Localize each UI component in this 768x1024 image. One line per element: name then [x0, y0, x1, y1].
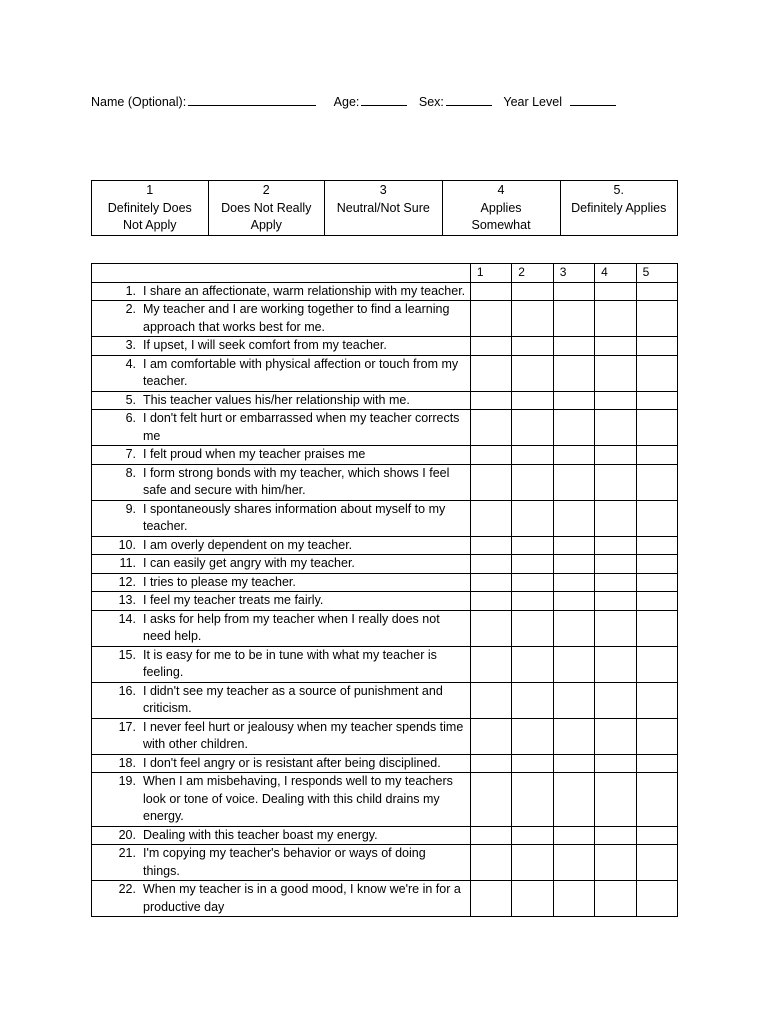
item-text: I didn't see my teacher as a source of punishment and criticism.	[143, 683, 443, 715]
item-cell	[92, 646, 471, 682]
table-row	[92, 646, 678, 682]
item-cell	[92, 282, 471, 301]
table-row	[92, 754, 678, 773]
scale-number: 4	[497, 183, 505, 197]
name-field[interactable]	[188, 94, 316, 106]
item-number: 6.	[125, 411, 136, 425]
rating-cell-5[interactable]	[636, 446, 677, 465]
rating-cell-4[interactable]	[595, 845, 636, 881]
rating-cell-2[interactable]	[512, 573, 553, 592]
rating-cell-5[interactable]	[636, 592, 677, 611]
rating-cell-1[interactable]	[470, 881, 511, 917]
table-row	[92, 500, 678, 536]
item-number: 11.	[119, 556, 136, 570]
table-row	[92, 355, 678, 391]
year-level-label: Year Level	[503, 95, 562, 109]
table-row	[92, 773, 678, 827]
table-row	[92, 536, 678, 555]
rating-cell-5[interactable]	[636, 410, 677, 446]
rating-cell-2[interactable]	[512, 826, 553, 845]
rating-cell-4[interactable]	[595, 301, 636, 337]
rating-cell-3[interactable]	[553, 446, 594, 465]
rating-cell-4[interactable]	[595, 355, 636, 391]
item-cell	[92, 446, 471, 465]
rating-cell-5[interactable]	[636, 282, 677, 301]
item-number: 5.	[125, 392, 136, 407]
item-cell	[92, 464, 471, 500]
item-number: 13.	[118, 593, 136, 607]
rating-cell-2[interactable]	[512, 410, 553, 446]
table-row	[92, 555, 678, 574]
rating-cell-5[interactable]	[636, 773, 677, 827]
item-cell	[92, 773, 471, 827]
item-text: I'm copying my teacher's behavior or ways of doing things.	[143, 846, 426, 878]
rating-cell-5[interactable]	[636, 391, 677, 410]
rating-cell-3[interactable]	[553, 555, 594, 574]
column-header: 2	[512, 264, 553, 283]
item-number: 4.	[125, 356, 136, 371]
rating-cell-2[interactable]	[512, 592, 553, 611]
rating-cell-4[interactable]	[595, 391, 636, 410]
item-cell	[92, 410, 471, 446]
item-cell	[92, 355, 471, 391]
rating-cell-5[interactable]	[636, 464, 677, 500]
rating-cell-2[interactable]	[512, 754, 553, 773]
rating-cell-3[interactable]	[553, 773, 594, 827]
item-number: 14.	[118, 611, 136, 626]
rating-cell-4[interactable]	[595, 610, 636, 646]
item-cell	[92, 391, 471, 410]
rating-cell-5[interactable]	[636, 555, 677, 574]
item-text: I feel my teacher treats me fairly.	[143, 593, 324, 607]
header-blank-cell	[92, 264, 471, 283]
rating-cell-5[interactable]	[636, 355, 677, 391]
rating-cell-4[interactable]	[595, 682, 636, 718]
rating-cell-4[interactable]	[595, 754, 636, 773]
rating-cell-1[interactable]	[470, 773, 511, 827]
scale-cell	[208, 181, 324, 236]
rating-cell-5[interactable]	[636, 845, 677, 881]
rating-cell-2[interactable]	[512, 500, 553, 536]
scale-number: 2	[262, 183, 270, 197]
rating-cell-1[interactable]	[470, 337, 511, 356]
item-cell	[92, 573, 471, 592]
scale-row	[92, 181, 678, 236]
rating-cell-3[interactable]	[553, 391, 594, 410]
rating-cell-3[interactable]	[553, 464, 594, 500]
rating-cell-2[interactable]	[512, 646, 553, 682]
table-row	[92, 718, 678, 754]
rating-cell-2[interactable]	[512, 773, 553, 827]
rating-cell-4[interactable]	[595, 646, 636, 682]
item-text: This teacher values his/her relationship with me.	[143, 392, 410, 407]
item-text: I am comfortable with physical affection or touch from my teacher.	[143, 356, 459, 388]
table-row	[92, 881, 678, 917]
item-text: When my teacher is in a good mood, I know we're in for a productive day	[143, 882, 461, 914]
rating-cell-3[interactable]	[553, 646, 594, 682]
item-text: It is easy for me to be in tune with what my teacher is feeling.	[143, 647, 437, 679]
rating-cell-2[interactable]	[512, 337, 553, 356]
item-cell	[92, 826, 471, 845]
rating-cell-1[interactable]	[470, 391, 511, 410]
item-number: 1.	[125, 283, 136, 298]
rating-cell-1[interactable]	[470, 301, 511, 337]
rating-cell-1[interactable]	[470, 355, 511, 391]
rating-cell-1[interactable]	[470, 592, 511, 611]
rating-cell-2[interactable]	[512, 282, 553, 301]
rating-cell-1[interactable]	[470, 718, 511, 754]
rating-cell-4[interactable]	[595, 718, 636, 754]
table-row	[92, 610, 678, 646]
rating-cell-3[interactable]	[553, 536, 594, 555]
rating-cell-4[interactable]	[595, 500, 636, 536]
rating-cell-1[interactable]	[470, 464, 511, 500]
scale-cell	[92, 181, 209, 236]
rating-cell-1[interactable]	[470, 410, 511, 446]
rating-cell-3[interactable]	[553, 845, 594, 881]
rating-cell-3[interactable]	[553, 682, 594, 718]
rating-cell-4[interactable]	[595, 826, 636, 845]
rating-cell-2[interactable]	[512, 301, 553, 337]
item-number: 9.	[125, 501, 136, 516]
table-row	[92, 592, 678, 611]
rating-cell-4[interactable]	[595, 555, 636, 574]
item-number: 10.	[118, 537, 136, 552]
rating-cell-3[interactable]	[553, 282, 594, 301]
rating-cell-1[interactable]	[470, 845, 511, 881]
rating-cell-5[interactable]	[636, 754, 677, 773]
rating-cell-3[interactable]	[553, 410, 594, 446]
scale-number: 3	[379, 183, 387, 197]
rating-cell-5[interactable]	[636, 337, 677, 356]
rating-cell-1[interactable]	[470, 573, 511, 592]
scale-label: Neutral/Not Sure	[336, 200, 430, 215]
item-cell	[92, 555, 471, 574]
name-label: Name (Optional):	[91, 95, 187, 109]
rating-cell-2[interactable]	[512, 536, 553, 555]
item-text: I share an affectionate, warm relationship with my teacher.	[143, 283, 466, 298]
item-text: I tries to please my teacher.	[143, 574, 296, 589]
item-number: 19.	[118, 774, 136, 788]
item-text: I felt proud when my teacher praises me	[143, 447, 366, 461]
scale-cell	[560, 181, 677, 236]
item-number: 7.	[125, 447, 136, 461]
rating-cell-4[interactable]	[595, 536, 636, 555]
item-text: When I am misbehaving, I responds well to my teachers look or tone of voice. Dealing with this child drains my energy.	[143, 774, 453, 823]
table-row	[92, 337, 678, 356]
item-cell	[92, 845, 471, 881]
rating-cell-1[interactable]	[470, 536, 511, 555]
item-number: 8.	[125, 465, 136, 480]
rating-cell-2[interactable]	[512, 845, 553, 881]
item-cell	[92, 301, 471, 337]
rating-cell-3[interactable]	[553, 592, 594, 611]
item-text: I spontaneously shares information about myself to my teacher.	[143, 501, 446, 533]
rating-cell-3[interactable]	[553, 610, 594, 646]
table-row	[92, 845, 678, 881]
questionnaire-table	[91, 263, 678, 917]
rating-cell-4[interactable]	[595, 337, 636, 356]
rating-cell-1[interactable]	[470, 754, 511, 773]
rating-cell-5[interactable]	[636, 881, 677, 917]
item-text: I can easily get angry with my teacher.	[143, 556, 355, 570]
age-field[interactable]	[361, 94, 407, 106]
scale-number: 5.	[613, 183, 624, 197]
item-number: 20.	[118, 827, 136, 842]
item-number: 12.	[118, 574, 136, 589]
item-number: 21.	[118, 846, 136, 860]
rating-cell-4[interactable]	[595, 573, 636, 592]
item-text: I am overly dependent on my teacher.	[143, 537, 353, 552]
rating-cell-3[interactable]	[553, 826, 594, 845]
item-text: I form strong bonds with my teacher, which shows I feel safe and secure with him/her.	[143, 465, 450, 497]
item-number: 15.	[118, 647, 136, 662]
column-header: 1	[470, 264, 511, 283]
rating-cell-5[interactable]	[636, 573, 677, 592]
item-number: 16.	[118, 683, 136, 698]
item-cell	[92, 610, 471, 646]
scale-cell	[442, 181, 560, 236]
item-number: 18.	[118, 755, 136, 770]
rating-cell-3[interactable]	[553, 718, 594, 754]
scale-label: Applies Somewhat	[471, 200, 531, 232]
scale-number: 1	[146, 183, 154, 197]
item-text: I asks for help from my teacher when I really does not need help.	[143, 611, 440, 643]
rating-cell-2[interactable]	[512, 881, 553, 917]
item-number: 2.	[125, 302, 136, 316]
table-row	[92, 391, 678, 410]
rating-cell-4[interactable]	[595, 592, 636, 611]
item-number: 17.	[118, 719, 136, 734]
table-row	[92, 826, 678, 845]
table-row	[92, 464, 678, 500]
rating-cell-1[interactable]	[470, 500, 511, 536]
rating-cell-4[interactable]	[595, 881, 636, 917]
rating-cell-2[interactable]	[512, 355, 553, 391]
rating-cell-2[interactable]	[512, 682, 553, 718]
item-number: 3.	[125, 338, 136, 352]
item-text: Dealing with this teacher boast my energy.	[143, 827, 378, 842]
scale-label: Definitely Does Not Apply	[107, 200, 192, 232]
rating-cell-4[interactable]	[595, 282, 636, 301]
rating-cell-4[interactable]	[595, 446, 636, 465]
rating-cell-4[interactable]	[595, 464, 636, 500]
rating-cell-4[interactable]	[595, 410, 636, 446]
header-row	[92, 264, 678, 283]
rating-cell-3[interactable]	[553, 881, 594, 917]
item-text: I don't feel angry or is resistant after being disciplined.	[143, 755, 441, 770]
rating-cell-3[interactable]	[553, 301, 594, 337]
item-cell	[92, 682, 471, 718]
rating-cell-3[interactable]	[553, 573, 594, 592]
rating-cell-5[interactable]	[636, 536, 677, 555]
item-text: I don't felt hurt or embarrassed when my teacher corrects me	[143, 411, 460, 443]
rating-cell-1[interactable]	[470, 446, 511, 465]
item-text: My teacher and I are working together to find a learning approach that works best for me.	[143, 302, 450, 334]
rating-cell-1[interactable]	[470, 826, 511, 845]
table-row	[92, 282, 678, 301]
respondent-info-line	[91, 93, 651, 111]
item-text: I never feel hurt or jealousy when my teacher spends time with other children.	[143, 719, 464, 751]
rating-cell-1[interactable]	[470, 610, 511, 646]
rating-cell-5[interactable]	[636, 301, 677, 337]
column-header: 5	[636, 264, 677, 283]
item-number: 22.	[118, 882, 136, 896]
rating-cell-5[interactable]	[636, 826, 677, 845]
rating-cell-4[interactable]	[595, 773, 636, 827]
item-cell	[92, 881, 471, 917]
sex-field[interactable]	[446, 94, 492, 106]
rating-cell-2[interactable]	[512, 464, 553, 500]
rating-cell-3[interactable]	[553, 500, 594, 536]
scale-cell	[325, 181, 443, 236]
scale-label: Definitely Applies	[571, 200, 667, 215]
rating-cell-5[interactable]	[636, 500, 677, 536]
rating-cell-1[interactable]	[470, 555, 511, 574]
year-level-field[interactable]	[570, 94, 616, 106]
table-row	[92, 573, 678, 592]
rating-cell-1[interactable]	[470, 282, 511, 301]
rating-cell-2[interactable]	[512, 446, 553, 465]
rating-cell-2[interactable]	[512, 610, 553, 646]
rating-cell-1[interactable]	[470, 682, 511, 718]
item-cell	[92, 592, 471, 611]
sex-label: Sex:	[418, 95, 444, 109]
column-header: 4	[595, 264, 636, 283]
item-cell	[92, 718, 471, 754]
item-cell	[92, 500, 471, 536]
table-row	[92, 446, 678, 465]
rating-cell-2[interactable]	[512, 391, 553, 410]
rating-cell-5[interactable]	[636, 718, 677, 754]
item-text: If upset, I will seek comfort from my teacher.	[143, 338, 387, 352]
rating-cell-5[interactable]	[636, 682, 677, 718]
rating-cell-2[interactable]	[512, 718, 553, 754]
rating-cell-5[interactable]	[636, 610, 677, 646]
item-cell	[92, 337, 471, 356]
rating-cell-3[interactable]	[553, 337, 594, 356]
rating-scale-legend	[91, 180, 678, 236]
table-row	[92, 410, 678, 446]
table-row	[92, 682, 678, 718]
rating-cell-5[interactable]	[636, 646, 677, 682]
rating-cell-2[interactable]	[512, 555, 553, 574]
rating-cell-3[interactable]	[553, 754, 594, 773]
age-label: Age:	[333, 95, 360, 109]
column-header: 3	[553, 264, 594, 283]
scale-label: Does Not Really Apply	[221, 200, 312, 232]
rating-cell-1[interactable]	[470, 646, 511, 682]
rating-cell-3[interactable]	[553, 355, 594, 391]
table-row	[92, 301, 678, 337]
item-cell	[92, 536, 471, 555]
item-cell	[92, 754, 471, 773]
